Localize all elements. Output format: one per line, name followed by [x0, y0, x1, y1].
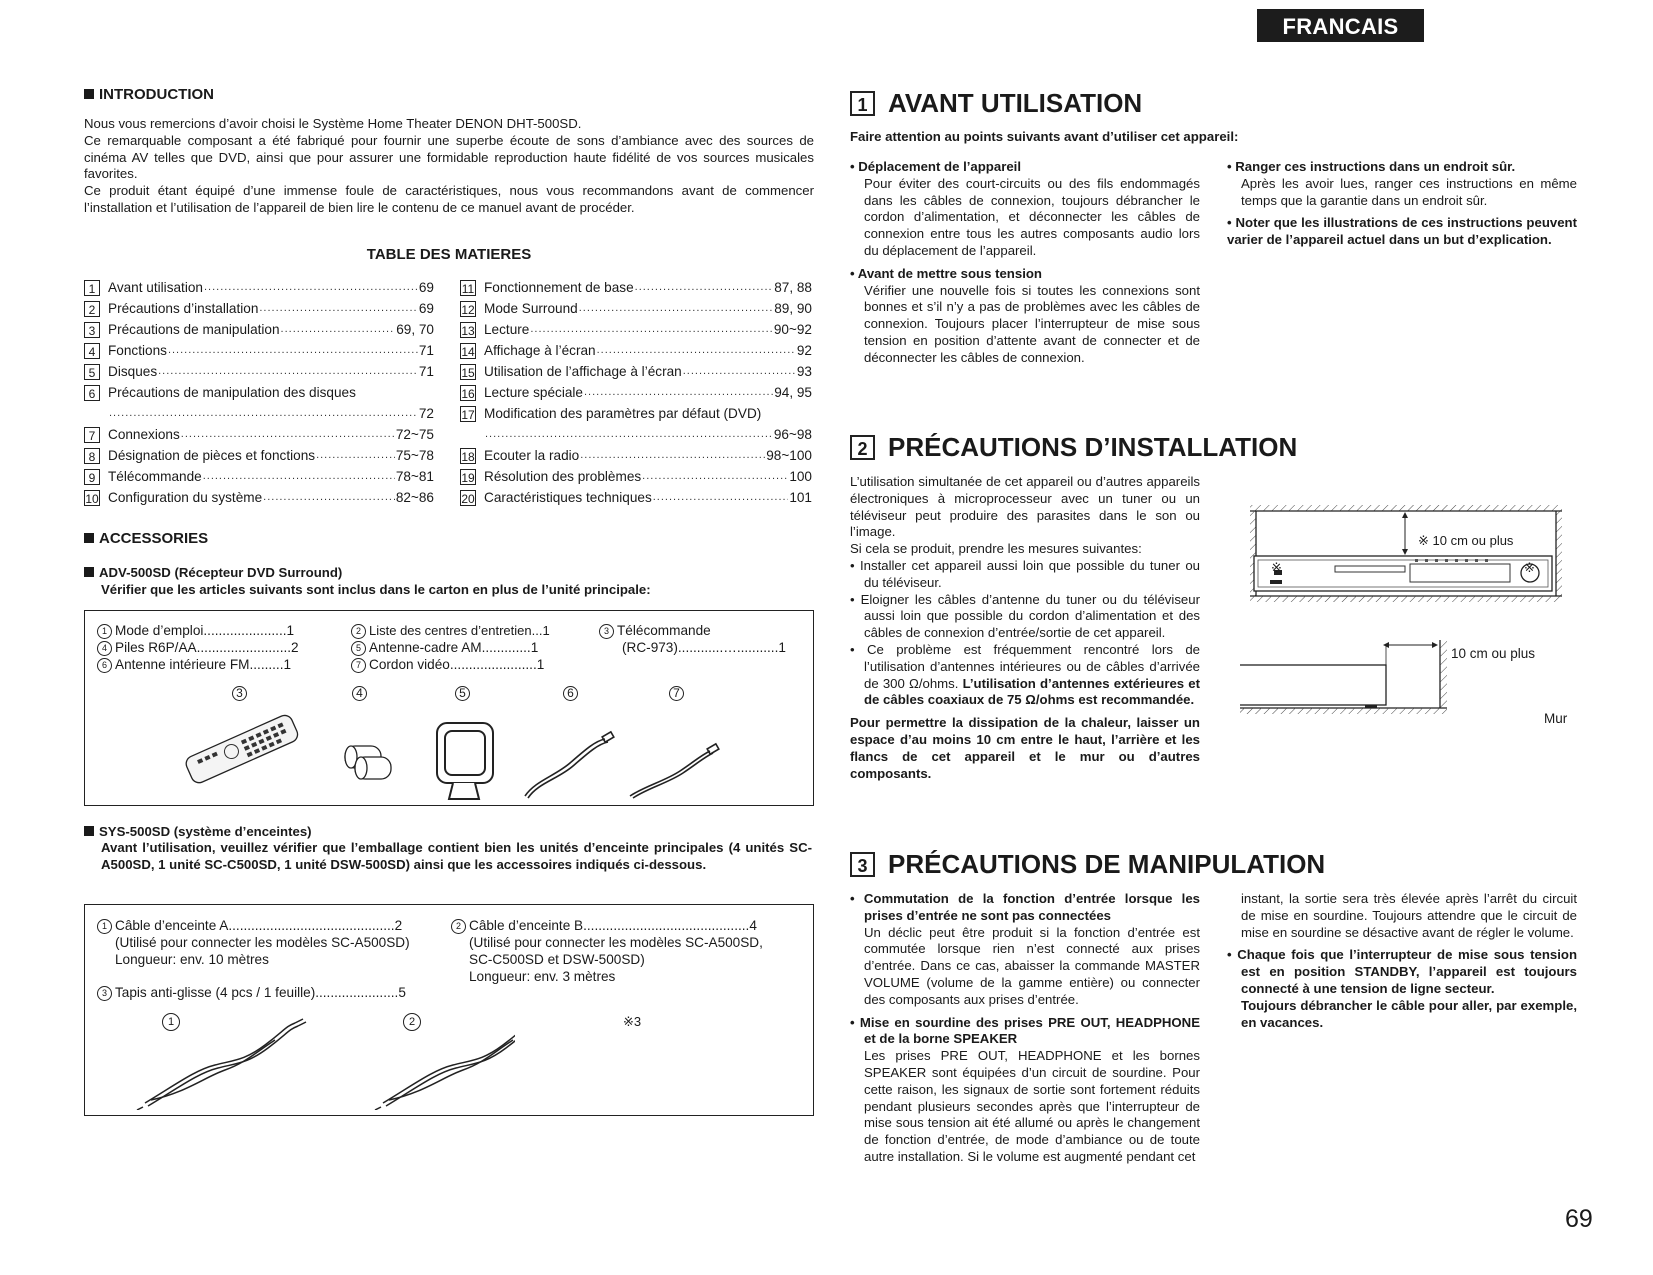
- section-3-heading: 3 PRÉCAUTIONS DE MANIPULATION: [850, 849, 1325, 880]
- toc-entry: 1 Avant utilisation ..... 69: [84, 277, 434, 298]
- toc-entry: 15 Utilisation de l’affichage à l’écran ..... 93: [460, 361, 812, 382]
- batteries-icon: [345, 746, 391, 779]
- introduction-heading: INTRODUCTION: [84, 86, 214, 103]
- heat-dissipation-note: Pour permettre la dissipation de la chaleur, laisser un espace d’au moins 10 cm entre le haut, l’arrière et les flancs de cet appareil et le mur ou d’autres composants.: [850, 715, 1200, 781]
- toc-entry: 14 Affichage à l’écran ..... 92: [460, 340, 812, 361]
- toc-entry: 11 Fonctionnement de base ..... 87, 88: [460, 277, 812, 298]
- speaker-cables-illustration: [135, 1015, 515, 1110]
- bullet-title: • Commutation de la fonction d’entrée lorsque les prises d’entrée ne sont pas connectées: [850, 891, 1200, 923]
- square-bullet-icon: [84, 89, 94, 99]
- language-tab: FRANCAIS: [1257, 9, 1424, 42]
- fig-top-clearance-label: ※ 10 cm ou plus: [1418, 533, 1514, 548]
- figure-label: 2: [403, 1013, 421, 1031]
- bullet-text: Après les avoir lues, ranger ces instructions en même temps que la garantie dans un endroit sûr.: [1241, 175, 1577, 208]
- bullet-text: Vérifier une nouvelle fois si toutes les connexions sont bonnes et s’il n’y a pas de problèmes avec les câbles de connexion. Toujours placer l’interrupteur de mise sous tension en position d’attente avant de connecter et de déconnecter les câbles de connexion.: [864, 282, 1200, 365]
- bullet-text: Toujours débrancher le câble pour aller, par exemple, en vacances.: [1241, 997, 1577, 1030]
- acc-item-cable-a: 1 Câble d’enceinte A............................................2: [97, 917, 402, 934]
- acc-item-manual: 1 Mode d’emploi......................1: [97, 622, 294, 639]
- toc-left-column: [84, 277, 434, 508]
- figure-label: 5: [455, 686, 470, 701]
- section-1-left-text: [850, 159, 1200, 367]
- fig-rear-clearance-label: 10 cm ou plus: [1451, 646, 1536, 661]
- sys-heading: SYS-500SD (système d’enceintes): [84, 823, 312, 840]
- figure-label: 3: [232, 686, 247, 701]
- figure-label: 1: [162, 1013, 180, 1031]
- section-1-right-text: [1227, 159, 1577, 249]
- bullet-text: • Installer cet appareil aussi loin que possible du tuner ou du téléviseur.: [850, 557, 1200, 590]
- bullet-title: • Mise en sourdine des prises PRE OUT, HEADPHONE et de la borne SPEAKER: [850, 1014, 1200, 1047]
- toc-entry: 10 Configuration du système ..... 82~86: [84, 487, 434, 508]
- acc-item-fm-antenna: 6 Antenne intérieure FM.........1: [97, 656, 291, 673]
- toc-entry: 4 Fonctions ..... 71: [84, 340, 434, 361]
- toc-entry: 20 Caractéristiques techniques ..... 101: [460, 487, 812, 508]
- acc-item-remote: 3 Télécommande: [599, 622, 711, 639]
- page-number: 69: [1565, 1205, 1593, 1233]
- acc-item-video-cord: 7 Cordon vidéo.......................1: [351, 656, 544, 673]
- paragraph: L’utilisation simultanée de cet appareil ou d’autres appareils électroniques à microprocesseur avec un tuner ou un téléviseur peut produire des parasites dans le son ou l’image.: [850, 474, 1200, 540]
- paragraph: Si cela se produit, prendre les mesures suivantes:: [850, 541, 1142, 557]
- side-view-figure: [1240, 635, 1450, 725]
- bullet-title: • Noter que les illustrations de ces instructions peuvent varier de l’appareil actuel dans un but d’explication.: [1227, 215, 1577, 248]
- adv-accessories-box: [84, 610, 814, 806]
- toc-entry: 8 Désignation de pièces et fonctions ..... 75~78: [84, 445, 434, 466]
- remote-control-icon: [184, 713, 300, 785]
- toc-entry: 13 Lecture ..... 90~92: [460, 319, 812, 340]
- acc-item-detail: Longueur: env. 3 mètres: [469, 969, 616, 984]
- toc-right-column: [460, 277, 812, 508]
- section-3-left-text: [850, 891, 1200, 1166]
- toc-entry: 17 Modification des paramètres par défaut (DVD): [461, 406, 762, 422]
- adv-heading: ADV-500SD (Récepteur DVD Surround): [84, 564, 342, 581]
- toc-entry: 7 Connexions ..... 72~75: [84, 424, 434, 445]
- installation-clearance-diagram: [1240, 500, 1570, 770]
- figure-label: 4: [352, 686, 367, 701]
- figure-label: 7: [669, 686, 684, 701]
- toc-entry: 18 Ecouter la radio ..... 98~100: [460, 445, 812, 466]
- acc-item-batteries: 4 Piles R6P/AA.........................2: [97, 639, 299, 656]
- front-view-figure: [1250, 505, 1562, 602]
- bullet-text: Les prises PRE OUT, HEADPHONE et les bornes SPEAKER sont équipées d’un circuit de sourdine. Pour cette raison, les signaux de sortie sont fortement réduits pendant plusieurs secondes après que l’interrupteur de mise sous tension ait été allumé ou après le changement de fonction d’entrée, de mode d’ambiance ou de toute autre installation. Si le volume est augmenté pendant cet: [864, 1048, 1200, 1164]
- acc-item-cable-b: 2 Câble d’enceinte B............................................4: [451, 917, 757, 934]
- bullet-text: • Ce problème est fréquemment rencontré lors de l’utilisation d’antennes intérieures ou de câbles d’arrivée de 300 Ω/ohms. L’utilisation d’antennes extérieures et de câbles coaxiaux de 75 Ω/ohms est recommandée.: [850, 641, 1200, 708]
- toc-entry-continuation: ..... 96~98: [460, 424, 812, 445]
- accessories-illustration: [175, 701, 805, 801]
- square-bullet-icon: [84, 567, 94, 577]
- section-1-intro: Faire attention au points suivants avant d’utiliser cet appareil:: [850, 129, 1239, 144]
- figure-label: 6: [563, 686, 578, 701]
- bullet-text: Un déclic peut être produit si la fonction d’entrée est commutée lorsque rien n’est connecté aux prises d’entrée. Dans ce cas, abaisser la commande MASTER VOLUME (volume de la gamme entière) ou connecter des composants aux prises d’entrée.: [864, 924, 1200, 1007]
- bullet-title: • Déplacement de l’appareil: [850, 159, 1021, 174]
- speaker-cable-b-icon: [375, 1019, 515, 1110]
- bullet-title: • Chaque fois que l’interrupteur de mise sous tension est en position STANDBY, l’appareil est toujours connecté à une tension de ligne secteur.: [1227, 947, 1577, 996]
- bullet-text: Pour éviter des court-circuits ou des fils endommagés dans les câbles de connexion, toujours débrancher le cordon d’alimentation, et déconnecter les câbles de connexion entre tous les autres composants audio lors du déplacement de l’appareil.: [864, 175, 1200, 258]
- introduction-text: [84, 116, 814, 217]
- sys-accessories-box: [84, 904, 814, 1116]
- sys-subtitle: Avant l’utilisation, veuillez vérifier que l’emballage contient bien les unités d’enceinte principales (4 unités SC-A500SD, 1 unité SC-C500SD, 1 unité DSW-500SD) ainsi que les accessoires indiqués ci-dessous.: [101, 840, 812, 872]
- acc-item-remote-model: (RC-973)............…...........1: [622, 640, 786, 655]
- fig-wall-label: Mur: [1544, 711, 1568, 726]
- am-loop-antenna-icon: [437, 723, 493, 799]
- toc-entry: 6 Précautions de manipulation des disques: [84, 382, 434, 403]
- toc-entry: 16 Lecture spéciale ..... 94, 95: [460, 382, 812, 403]
- acc-item-detail: (Utilisé pour connecter les modèles SC-A500SD): [115, 935, 410, 950]
- toc-entry: 12 Mode Surround ..... 89, 90: [460, 298, 812, 319]
- square-bullet-icon: [84, 826, 94, 836]
- accessories-heading: ACCESSORIES: [84, 530, 208, 547]
- toc-entry: 9 Télécommande ..... 78~81: [84, 466, 434, 487]
- section-2-text: [850, 474, 1200, 782]
- bullet-title: • Avant de mettre sous tension: [850, 265, 1042, 281]
- bullet-text: instant, la sortie sera très élevée après l’arrêt du circuit de mise en sourdine. Toujours attendre que le circuit de mise en sourdine se désactive avant de régler le volume.: [1241, 891, 1577, 940]
- section-2-heading: 2 PRÉCAUTIONS D’INSTALLATION: [850, 432, 1297, 463]
- intro-paragraph: Ce produit étant équipé d’une immense foule de caractéristiques, nous vous recommandons avant de commencer l’installation et l’utilisation de l’appareil de bien lire le contenu de ce manuel avant de procéder.: [84, 183, 814, 215]
- acc-item-service-list: 2 Liste des centres d’entretien...1: [351, 622, 550, 639]
- intro-paragraph: Ce remarquable composant a été fabriqué pour fournir une superbe écoute de sons d’ambiance avec des sources de cinéma AV telles que DVD, ainsi que pour assurer une formidable reproduction haute fidélité de vos sources musicales favorites.: [84, 132, 814, 182]
- fig-left-clearance-mark: ※: [1271, 560, 1282, 575]
- fig-right-clearance-mark: ※: [1524, 560, 1535, 575]
- intro-paragraph: Nous vous remercions d’avoir choisi le Système Home Theater DENON DHT-500SD.: [84, 116, 582, 131]
- acc-item-am-antenna: 5 Antenne-cadre AM.............1: [351, 639, 538, 656]
- video-cord-icon: [630, 744, 719, 798]
- toc-entry: 2 Précautions d’installation ..... 69: [84, 298, 434, 319]
- fm-antenna-icon: [525, 732, 614, 798]
- toc-entry: 3 Précautions de manipulation ..... 69, 70: [84, 319, 434, 340]
- section-3-right-text: [1227, 891, 1577, 1031]
- toc-entry: 19 Résolution des problèmes ..... 100: [460, 466, 812, 487]
- toc-heading: TABLE DES MATIERES: [366, 246, 532, 263]
- bullet-text: • Eloigner les câbles d’antenne du tuner ou du téléviseur aussi loin que possible du cordon d’alimentation et des câbles de connexion d’entrée/sortie de cet appareil.: [850, 591, 1200, 641]
- acc-item-detail: SC-C500SD et DSW-500SD): [469, 952, 645, 967]
- acc-item-mat: 3 Tapis anti-glisse (4 pcs / 1 feuille)......................5: [97, 984, 406, 1001]
- figure-label: ※3: [623, 1014, 642, 1029]
- acc-item-detail: Longueur: env. 10 mètres: [115, 952, 269, 967]
- speaker-cable-a-icon: [137, 1019, 306, 1110]
- section-1-heading: 1 AVANT UTILISATION: [850, 88, 1142, 119]
- toc-entry: 5 Disques ..... 71: [84, 361, 434, 382]
- square-bullet-icon: [84, 533, 94, 543]
- bullet-title: • Ranger ces instructions dans un endroit sûr.: [1227, 159, 1516, 174]
- toc-entry-continuation: ..... 72: [84, 403, 434, 424]
- acc-item-detail: (Utilisé pour connecter les modèles SC-A500SD,: [469, 935, 763, 950]
- adv-subtitle: Vérifier que les articles suivants sont inclus dans le carton en plus de l’unité principale:: [101, 582, 651, 597]
